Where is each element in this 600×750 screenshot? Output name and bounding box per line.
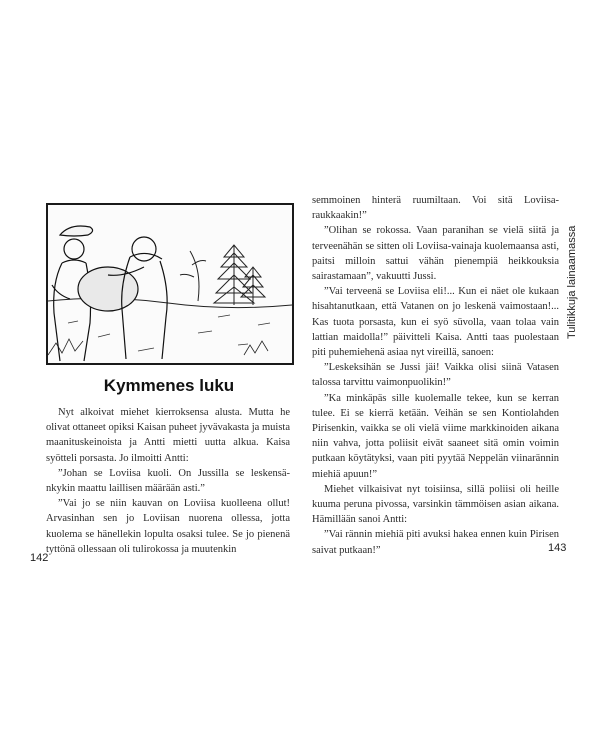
right-paragraph: ”Leskeksihän se Jussi jäi! Vaikka olisi siinä Vatasen talossa tarvittu vaimonpuolikin!” [312, 362, 559, 389]
chapter-title: Kymmenes luku [103, 376, 235, 395]
left-page-text [46, 405, 290, 557]
right-paragraph: ”Ka minkäpäs sille kuolemalle tekee, kun se kerran tulee. Ei se kierrä ketään. Veihän se sen Kontiolahden Pirisenkin, vaikka se oli vielä viime markkinoiden aikana niin vahva, jotta poliisit eivät saaneet sitä omin voimin putkaan köytätyksi, vaan piti pyytää Neppelän viinarännin miehiä apuun!” [312, 392, 559, 480]
right-page-text [312, 193, 559, 558]
left-paragraph: ”Vai jo se niin kauvan on Loviisa kuolleena ollut! Arvasinhan sen jo Loviisan nuorena ollessa, jotta kuolema se hänellekin lopulta osaksi tulee. Se jo pienenä tyttönä ollessaan oli tulirokossa ja muutenkin [46, 498, 290, 555]
illustration-drawing [48, 205, 292, 363]
left-paragraph: Nyt alkoivat miehet kierroksensa alusta. Mutta he olivat ottaneet opiksi Kaisan puheet jyvävakasta ja muista maanituskeinoista ja Antti mietti uutta alkua. Kaisa syötteli porsasta. Jo ilmoitti Antti: [46, 407, 290, 464]
right-paragraph: Miehet vilkaisivat nyt toisiinsa, sillä poliisi oli heille kuuma peruna pivossa, varsinkin tämmöisen asian aikana. Hämillään sanoi Antti: [312, 483, 559, 526]
right-paragraph: ”Vai terveenä se Loviisa eli!... Kun ei näet ole kukaan hisahtanutkaan, että Vatanen on jo leskenä vaimostaan!... Kas tuota porsasta, kun ei syö süvolla, vaan tolaa vain lattian maidolla!” päivitteli Kaisa. Antti taas puolestaan piti puhemiehenä asiaa nyt vireillä, sanoen: [312, 286, 559, 359]
right-paragraph: ”Vai rännin miehiä piti avuksi hakea ennen kuin Pirisen saivat putkaan!” [312, 529, 559, 556]
left-page [0, 0, 295, 750]
right-paragraph: ”Olihan se rokossa. Vaan paranihan se vielä siitä ja terveenähän se sitten oli Loviisa-vainaja kuolemaansa asti, paitsi milloin sattui vähän pienempiä heikkouksia sairastamaan”, vakuutti Jussi. [312, 225, 559, 283]
running-header-vertical: Tulitikkuja lainaamassa [566, 225, 578, 339]
chapter-illustration [46, 203, 294, 365]
left-paragraph: ”Johan se Loviisa kuoli. On Jussilla se leskensä-nkykin maattu laillisen määrään asti.” [46, 467, 290, 495]
page-number-right: 143 [548, 542, 567, 554]
page-number-left: 142 [30, 552, 49, 564]
right-paragraph: semmoinen hinterä ruumiltaan. Voi sitä Loviisa-raukkaakin!” [312, 195, 559, 222]
